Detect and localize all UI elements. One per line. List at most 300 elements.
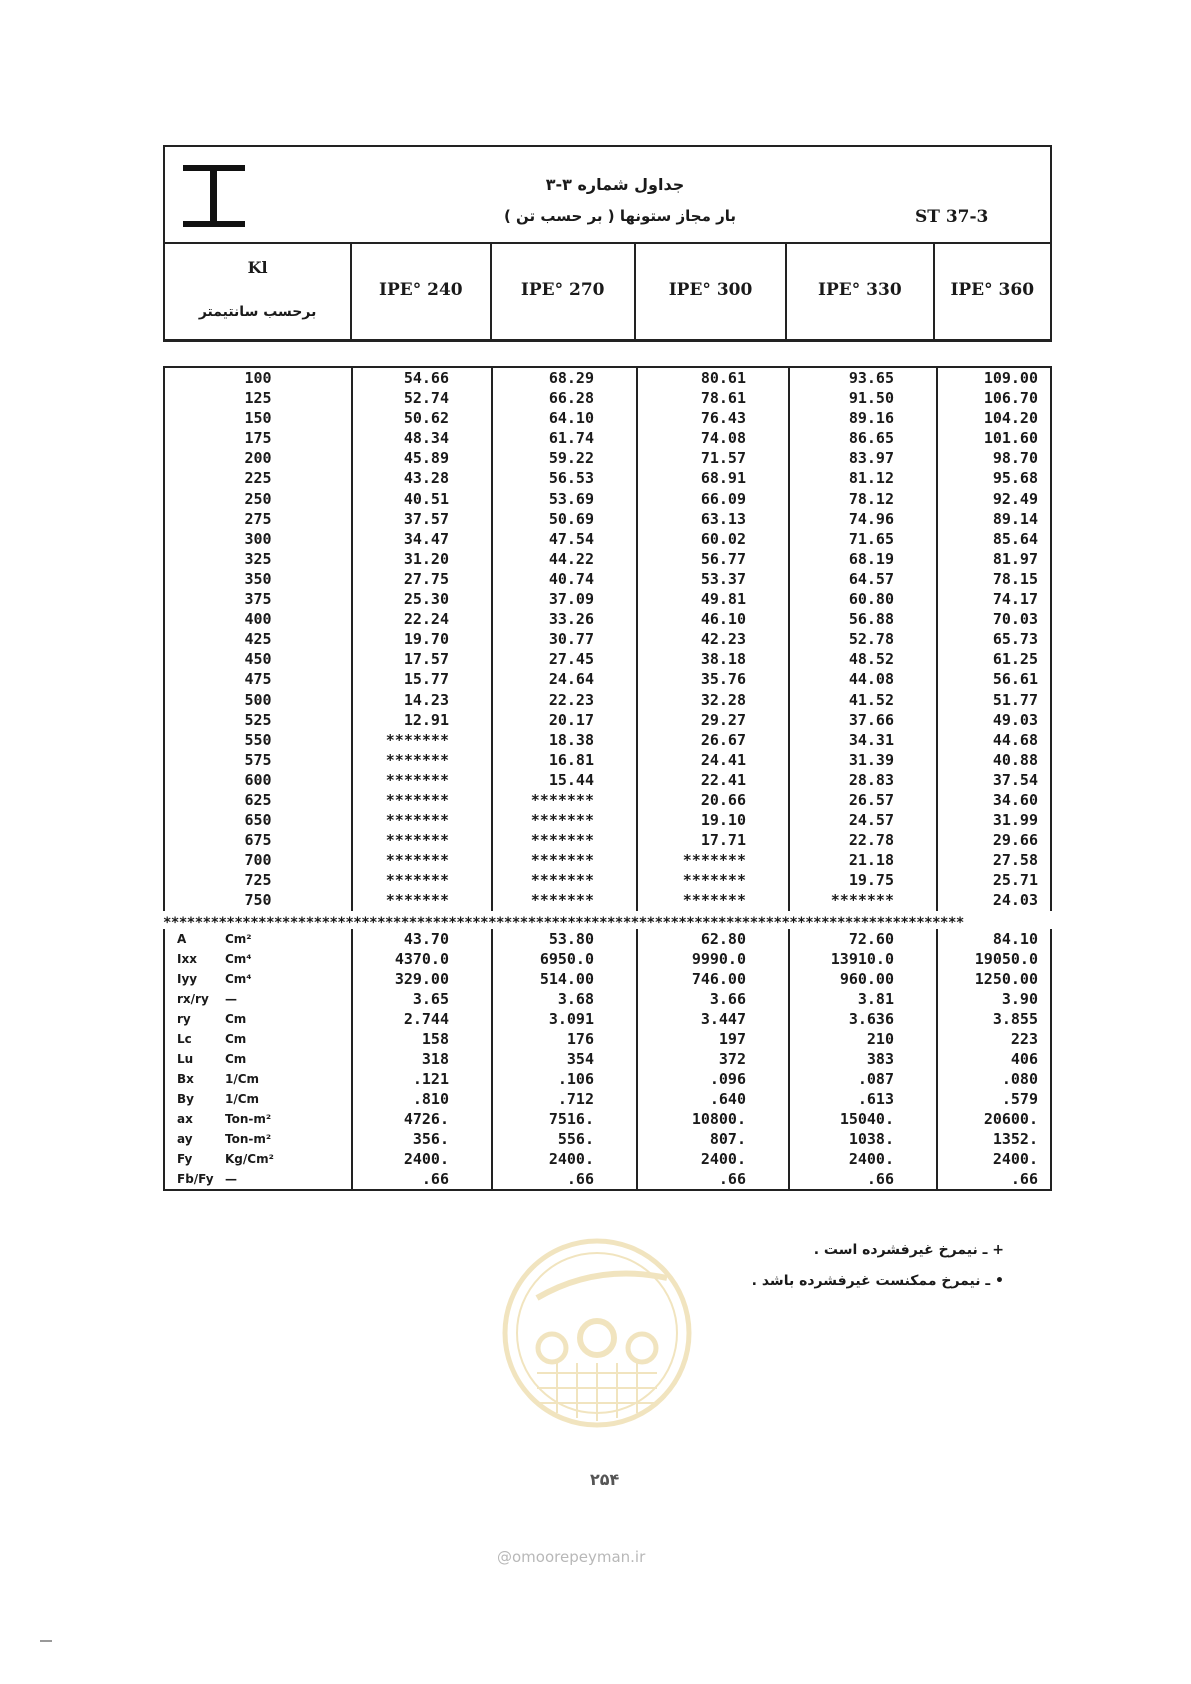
- property-value: 10800.: [637, 1109, 789, 1129]
- load-value: 24.64: [492, 669, 637, 689]
- load-value: 44.08: [789, 669, 937, 689]
- load-value: 66.28: [492, 388, 637, 408]
- load-value: 59.22: [492, 448, 637, 468]
- property-label: [164, 949, 352, 969]
- load-value: 95.68: [937, 468, 1051, 488]
- table-row: [164, 367, 1051, 388]
- kl-value: 425: [164, 629, 352, 649]
- load-value: 22.23: [492, 690, 637, 710]
- property-value: 4370.0: [352, 949, 492, 969]
- property-value: .66: [937, 1169, 1051, 1190]
- property-value: 43.70: [352, 929, 492, 949]
- load-value: 81.12: [789, 468, 937, 488]
- load-value: 86.65: [789, 428, 937, 448]
- table-row: [164, 529, 1051, 549]
- load-value: 31.99: [937, 810, 1051, 830]
- load-value: 68.29: [492, 367, 637, 388]
- load-value: 71.65: [789, 529, 937, 549]
- load-value: 65.73: [937, 629, 1051, 649]
- load-value: 19.10: [637, 810, 789, 830]
- property-unit: Ton-m²: [225, 1132, 272, 1146]
- load-value: 17.57: [352, 649, 492, 669]
- table-row: [164, 850, 1051, 870]
- property-label: [164, 1009, 352, 1029]
- property-row: [164, 989, 1051, 1009]
- load-value: 80.61: [637, 367, 789, 388]
- property-value: 329.00: [352, 969, 492, 989]
- property-value: 3.90: [937, 989, 1051, 1009]
- load-value: 26.67: [637, 730, 789, 750]
- property-row: [164, 1089, 1051, 1109]
- kl-value: 550: [164, 730, 352, 750]
- load-value: 101.60: [937, 428, 1051, 448]
- property-value: 3.65: [352, 989, 492, 1009]
- load-value: 83.97: [789, 448, 937, 468]
- property-value: .712: [492, 1089, 637, 1109]
- column-headers: [163, 242, 1052, 342]
- property-symbol: Lc: [177, 1032, 192, 1046]
- table-row: [164, 870, 1051, 890]
- load-value: 56.61: [937, 669, 1051, 689]
- allowable-load-table: [163, 366, 1050, 911]
- table-row: [164, 710, 1051, 730]
- load-value: *******: [352, 830, 492, 850]
- load-value: 74.08: [637, 428, 789, 448]
- load-value: 37.54: [937, 770, 1051, 790]
- col-header-3: IPE° 300: [636, 244, 787, 340]
- property-value: .66: [352, 1169, 492, 1190]
- load-value: 64.10: [492, 408, 637, 428]
- load-value: 34.31: [789, 730, 937, 750]
- i-beam-icon: [183, 165, 245, 227]
- property-value: .579: [937, 1089, 1051, 1109]
- kl-value: 375: [164, 589, 352, 609]
- load-value: 22.41: [637, 770, 789, 790]
- load-value: 70.03: [937, 609, 1051, 629]
- property-unit: Cm: [225, 1052, 247, 1066]
- property-label: [164, 1109, 352, 1129]
- load-value: 53.37: [637, 569, 789, 589]
- property-unit: 1/Cm: [225, 1092, 260, 1106]
- kl-value: 525: [164, 710, 352, 730]
- load-value: 42.23: [637, 629, 789, 649]
- table-header: [163, 145, 1052, 244]
- property-value: 2400.: [492, 1149, 637, 1169]
- load-value: 43.28: [352, 468, 492, 488]
- property-symbol: ry: [177, 1012, 191, 1026]
- table-row: [164, 428, 1051, 448]
- load-value: 24.03: [937, 890, 1051, 910]
- load-value: *******: [637, 850, 789, 870]
- property-unit: Cm: [225, 1012, 247, 1026]
- load-value: 44.68: [937, 730, 1051, 750]
- load-value: 40.74: [492, 569, 637, 589]
- load-value: 50.69: [492, 509, 637, 529]
- load-value: 89.14: [937, 509, 1051, 529]
- property-value: .106: [492, 1069, 637, 1089]
- kl-value: 300: [164, 529, 352, 549]
- table-row: [164, 730, 1051, 750]
- property-symbol: rx/ry: [177, 992, 209, 1006]
- load-value: 56.77: [637, 549, 789, 569]
- property-value: 3.855: [937, 1009, 1051, 1029]
- property-value: .087: [789, 1069, 937, 1089]
- load-value: 19.70: [352, 629, 492, 649]
- kl-value: 175: [164, 428, 352, 448]
- load-value: 60.02: [637, 529, 789, 549]
- property-label: [164, 1069, 352, 1089]
- note-dot: • ـ نیمرخ ممکنست غیرفشرده باشد .: [751, 1273, 1004, 1289]
- load-value: 52.78: [789, 629, 937, 649]
- load-value: 37.57: [352, 509, 492, 529]
- property-symbol: By: [177, 1092, 194, 1106]
- property-label: [164, 1029, 352, 1049]
- property-value: 960.00: [789, 969, 937, 989]
- property-row: [164, 1069, 1051, 1089]
- load-value: 15.77: [352, 669, 492, 689]
- load-value: 93.65: [789, 367, 937, 388]
- load-value: 16.81: [492, 750, 637, 770]
- kl-value: 150: [164, 408, 352, 428]
- property-value: 807.: [637, 1129, 789, 1149]
- property-value: 19050.0: [937, 949, 1051, 969]
- col-header-2: IPE° 270: [492, 244, 636, 340]
- load-value: 104.20: [937, 408, 1051, 428]
- load-value: *******: [352, 870, 492, 890]
- property-unit: Cm: [225, 1032, 247, 1046]
- property-symbol: Lu: [177, 1052, 194, 1066]
- property-value: .66: [637, 1169, 789, 1190]
- property-value: 1250.00: [937, 969, 1051, 989]
- kl-value: 700: [164, 850, 352, 870]
- load-value: *******: [637, 870, 789, 890]
- load-value: 40.88: [937, 750, 1051, 770]
- load-value: 61.74: [492, 428, 637, 448]
- load-value: 21.18: [789, 850, 937, 870]
- property-value: 3.091: [492, 1009, 637, 1029]
- property-value: 1038.: [789, 1129, 937, 1149]
- kl-value: 275: [164, 509, 352, 529]
- property-value: 53.80: [492, 929, 637, 949]
- page-edge-mark: [40, 1640, 52, 1642]
- load-value: 45.89: [352, 448, 492, 468]
- property-value: 746.00: [637, 969, 789, 989]
- col-header-4: IPE° 330: [787, 244, 934, 340]
- property-value: .640: [637, 1089, 789, 1109]
- property-symbol: ax: [177, 1112, 193, 1126]
- kl-value: 100: [164, 367, 352, 388]
- property-row: [164, 1009, 1051, 1029]
- load-value: 49.03: [937, 710, 1051, 730]
- load-value: 50.62: [352, 408, 492, 428]
- property-label: [164, 989, 352, 1009]
- load-value: 20.17: [492, 710, 637, 730]
- kl-value: 350: [164, 569, 352, 589]
- property-label: [164, 1049, 352, 1069]
- load-value: 27.75: [352, 569, 492, 589]
- load-value: 68.19: [789, 549, 937, 569]
- load-value: *******: [492, 790, 637, 810]
- property-value: 3.81: [789, 989, 937, 1009]
- property-value: 210: [789, 1029, 937, 1049]
- load-value: *******: [789, 890, 937, 910]
- kl-value: 400: [164, 609, 352, 629]
- property-unit: Cm⁴: [225, 972, 252, 986]
- table-row: [164, 629, 1051, 649]
- kl-value: 725: [164, 870, 352, 890]
- load-value: *******: [492, 830, 637, 850]
- load-value: 40.51: [352, 489, 492, 509]
- load-value: *******: [492, 850, 637, 870]
- load-value: 28.83: [789, 770, 937, 790]
- note-plus: + ـ نیمرخ غیرفشرده است .: [813, 1242, 1004, 1258]
- property-label: [164, 929, 352, 949]
- load-value: 37.66: [789, 710, 937, 730]
- load-value: 64.57: [789, 569, 937, 589]
- load-value: 44.22: [492, 549, 637, 569]
- property-row: [164, 1129, 1051, 1149]
- load-value: 52.74: [352, 388, 492, 408]
- property-unit: Ton-m²: [225, 1112, 272, 1126]
- load-value: 66.09: [637, 489, 789, 509]
- load-value: 34.47: [352, 529, 492, 549]
- load-value: 22.24: [352, 609, 492, 629]
- property-symbol: Iyy: [177, 972, 198, 986]
- load-value: 106.70: [937, 388, 1051, 408]
- load-value: 37.09: [492, 589, 637, 609]
- table-row: [164, 770, 1051, 790]
- kl-value: 575: [164, 750, 352, 770]
- property-label: [164, 1169, 352, 1190]
- table-row: [164, 489, 1051, 509]
- property-value: 13910.0: [789, 949, 937, 969]
- property-row: [164, 1049, 1051, 1069]
- property-value: .66: [492, 1169, 637, 1190]
- load-value: 27.58: [937, 850, 1051, 870]
- table-row: [164, 589, 1051, 609]
- kl-header: [165, 244, 352, 340]
- property-value: .810: [352, 1089, 492, 1109]
- property-symbol: Fy: [177, 1152, 193, 1166]
- load-value: 12.91: [352, 710, 492, 730]
- property-row: [164, 1149, 1051, 1169]
- kl-value: 225: [164, 468, 352, 488]
- load-value: 61.25: [937, 649, 1051, 669]
- property-value: 9990.0: [637, 949, 789, 969]
- load-value: 89.16: [789, 408, 937, 428]
- kl-value: 625: [164, 790, 352, 810]
- col-header-5: IPE° 360: [950, 280, 1035, 300]
- load-value: 25.30: [352, 589, 492, 609]
- property-unit: 1/Cm: [225, 1072, 260, 1086]
- property-value: 3.68: [492, 989, 637, 1009]
- separator-row: *****************************************************************************************************: [163, 916, 964, 930]
- property-value: 406: [937, 1049, 1051, 1069]
- property-value: 2400.: [789, 1149, 937, 1169]
- load-value: 78.12: [789, 489, 937, 509]
- property-value: 6950.0: [492, 949, 637, 969]
- load-value: 24.57: [789, 810, 937, 830]
- property-row: [164, 1169, 1051, 1190]
- load-value: 33.26: [492, 609, 637, 629]
- property-value: 7516.: [492, 1109, 637, 1129]
- load-value: 32.28: [637, 690, 789, 710]
- load-value: 48.52: [789, 649, 937, 669]
- load-value: 38.18: [637, 649, 789, 669]
- property-label: [164, 1129, 352, 1149]
- load-value: 15.44: [492, 770, 637, 790]
- watermark-site: @omoorepeyman.ir: [497, 1548, 646, 1566]
- col-header-1: IPE° 240: [352, 244, 491, 340]
- property-row: [164, 1109, 1051, 1129]
- property-unit: —: [225, 992, 237, 1006]
- load-value: 85.64: [937, 529, 1051, 549]
- kl-value: 325: [164, 549, 352, 569]
- load-value: 53.69: [492, 489, 637, 509]
- load-value: 49.81: [637, 589, 789, 609]
- kl-unit: برحسب سانتیمتر: [198, 304, 317, 320]
- kl-value: 200: [164, 448, 352, 468]
- table-row: [164, 388, 1051, 408]
- property-symbol: ay: [177, 1132, 193, 1146]
- property-value: 197: [637, 1029, 789, 1049]
- table-row: [164, 448, 1051, 468]
- property-value: .66: [789, 1169, 937, 1190]
- load-value: 78.61: [637, 388, 789, 408]
- kl-value: 600: [164, 770, 352, 790]
- property-row: [164, 1029, 1051, 1049]
- table-row: [164, 408, 1051, 428]
- property-value: 372: [637, 1049, 789, 1069]
- property-value: 556.: [492, 1129, 637, 1149]
- load-value: 74.17: [937, 589, 1051, 609]
- property-value: 62.80: [637, 929, 789, 949]
- property-unit: Cm²: [225, 932, 252, 946]
- load-value: 76.43: [637, 408, 789, 428]
- load-value: 81.97: [937, 549, 1051, 569]
- property-value: 3.66: [637, 989, 789, 1009]
- table-row: [164, 790, 1051, 810]
- table-row: [164, 669, 1051, 689]
- load-value: 48.34: [352, 428, 492, 448]
- property-label: [164, 969, 352, 989]
- load-value: 47.54: [492, 529, 637, 549]
- load-value: *******: [352, 850, 492, 870]
- property-value: 318: [352, 1049, 492, 1069]
- property-value: 158: [352, 1029, 492, 1049]
- property-value: .096: [637, 1069, 789, 1089]
- table-row: [164, 690, 1051, 710]
- property-value: 223: [937, 1029, 1051, 1049]
- property-value: 356.: [352, 1129, 492, 1149]
- load-value: 26.57: [789, 790, 937, 810]
- table-row: [164, 609, 1051, 629]
- property-value: 72.60: [789, 929, 937, 949]
- property-value: 2.744: [352, 1009, 492, 1029]
- load-value: 63.13: [637, 509, 789, 529]
- property-symbol: Bx: [177, 1072, 194, 1086]
- kl-value: 125: [164, 388, 352, 408]
- load-value: 30.77: [492, 629, 637, 649]
- load-value: *******: [492, 810, 637, 830]
- property-unit: Cm⁴: [225, 952, 252, 966]
- load-value: 31.39: [789, 750, 937, 770]
- property-value: 514.00: [492, 969, 637, 989]
- load-value: *******: [352, 810, 492, 830]
- property-value: 2400.: [937, 1149, 1051, 1169]
- load-value: 34.60: [937, 790, 1051, 810]
- property-value: 3.447: [637, 1009, 789, 1029]
- steel-grade: ST 37-3: [915, 207, 989, 227]
- load-value: 78.15: [937, 569, 1051, 589]
- load-value: 46.10: [637, 609, 789, 629]
- load-value: 54.66: [352, 367, 492, 388]
- table-title: جداول شماره ۳-۳: [545, 175, 685, 194]
- property-row: [164, 929, 1051, 949]
- load-value: 109.00: [937, 367, 1051, 388]
- property-value: 2400.: [352, 1149, 492, 1169]
- load-value: 74.96: [789, 509, 937, 529]
- load-value: 24.41: [637, 750, 789, 770]
- load-value: 17.71: [637, 830, 789, 850]
- property-value: 354: [492, 1049, 637, 1069]
- load-value: *******: [352, 730, 492, 750]
- property-symbol: A: [177, 932, 187, 946]
- load-value: 29.27: [637, 710, 789, 730]
- table-row: [164, 509, 1051, 529]
- property-label: [164, 1149, 352, 1169]
- load-value: 14.23: [352, 690, 492, 710]
- load-value: 91.50: [789, 388, 937, 408]
- load-value: *******: [352, 770, 492, 790]
- table-row: [164, 468, 1051, 488]
- section-properties-table: [163, 929, 1050, 1191]
- load-value: 56.53: [492, 468, 637, 488]
- property-value: 2400.: [637, 1149, 789, 1169]
- table-row: [164, 750, 1051, 770]
- load-value: 20.66: [637, 790, 789, 810]
- load-value: *******: [352, 890, 492, 910]
- property-symbol: Ixx: [177, 952, 197, 966]
- load-value: *******: [352, 750, 492, 770]
- load-value: 25.71: [937, 870, 1051, 890]
- kl-value: 475: [164, 669, 352, 689]
- load-value: 68.91: [637, 468, 789, 488]
- property-label: [164, 1089, 352, 1109]
- load-value: 92.49: [937, 489, 1051, 509]
- load-value: *******: [352, 790, 492, 810]
- property-value: 20600.: [937, 1109, 1051, 1129]
- load-value: 19.75: [789, 870, 937, 890]
- load-value: 18.38: [492, 730, 637, 750]
- property-value: 176: [492, 1029, 637, 1049]
- header-divider: [163, 339, 1050, 342]
- property-unit: Kg/Cm²: [225, 1152, 274, 1166]
- property-value: 1352.: [937, 1129, 1051, 1149]
- load-value: 71.57: [637, 448, 789, 468]
- property-value: .613: [789, 1089, 937, 1109]
- kl-label: Kl: [247, 258, 268, 277]
- load-value: 60.80: [789, 589, 937, 609]
- load-value: 22.78: [789, 830, 937, 850]
- property-unit: —: [225, 1172, 237, 1186]
- property-value: 3.636: [789, 1009, 937, 1029]
- property-value: .080: [937, 1069, 1051, 1089]
- table-row: [164, 649, 1051, 669]
- property-value: 4726.: [352, 1109, 492, 1129]
- kl-value: 675: [164, 830, 352, 850]
- table-row: [164, 890, 1051, 910]
